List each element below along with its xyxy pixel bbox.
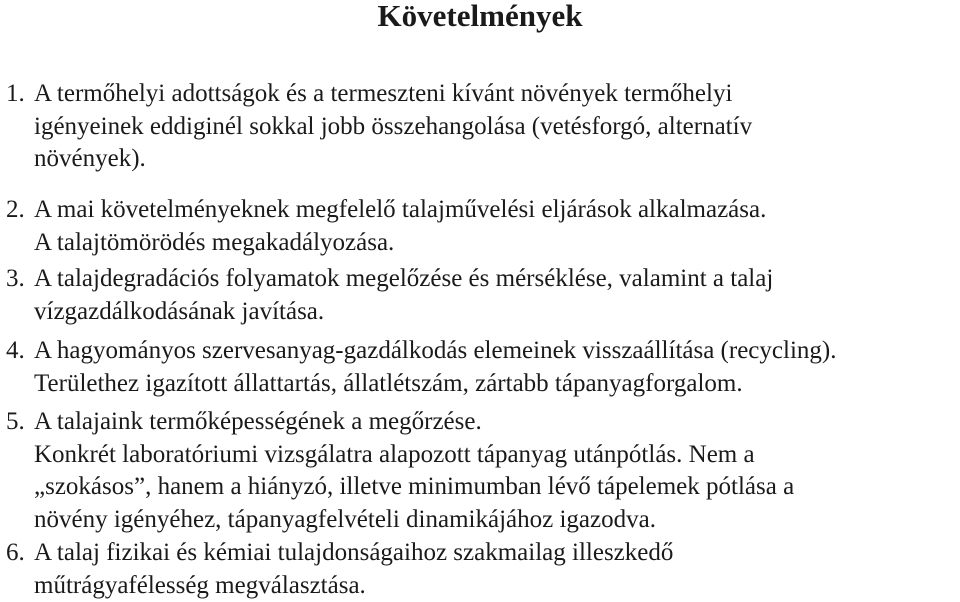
list-item (6, 78, 951, 176)
item-line: A talaj fizikai és kémiai tulajdonságaihoz szakmailag illeszkedő (34, 537, 951, 570)
item-line: Konkrét laboratóriumi vizsgálatra alapozott tápanyag utánpótlás. Nem a (34, 439, 951, 472)
item-text (6, 335, 951, 400)
item-number: 4. (6, 335, 25, 368)
list-item (6, 263, 951, 328)
item-number: 5. (6, 406, 25, 439)
item-number: 2. (6, 194, 25, 227)
item-line: A termőhelyi adottságok és a termeszteni kívánt növények termőhelyi (34, 78, 951, 111)
item-text (6, 194, 951, 259)
item-line: igényeinek eddiginél sokkal jobb összehangolása (vetésforgó, alternatív (34, 111, 951, 144)
item-line: Területhez igazított állattartás, állatlétszám, zártabb tápanyagforgalom. (34, 368, 951, 401)
list-item (6, 335, 951, 400)
item-line: A talajdegradációs folyamatok megelőzése és mérséklése, valamint a talaj (34, 263, 951, 296)
list-item (6, 406, 951, 536)
item-text (6, 78, 951, 176)
item-line: A hagyományos szervesanyag-gazdálkodás elemeinek visszaállítása (recycling). (34, 335, 951, 368)
item-line: műtrágyafélesség megválasztása. (34, 570, 951, 602)
item-line: A mai követelményeknek megfelelő talajművelési eljárások alkalmazása. (34, 194, 951, 227)
item-number: 3. (6, 263, 25, 296)
list-item (6, 537, 951, 602)
list-item (6, 194, 951, 259)
page-title: Követelmények (0, 0, 960, 36)
item-line: „szokásos”, hanem a hiányzó, illetve minimumban lévő tápelemek pótlása a (34, 471, 951, 504)
item-line: A talajaink termőképességének a megőrzése. (34, 406, 951, 439)
item-line: vízgazdálkodásának javítása. (34, 296, 951, 329)
item-text (6, 406, 951, 536)
item-text (6, 537, 951, 602)
item-text (6, 263, 951, 328)
item-number: 1. (6, 78, 25, 111)
item-line: növény igényéhez, tápanyagfelvételi dinamikájához igazodva. (34, 504, 951, 537)
item-line: növények). (34, 143, 951, 176)
item-line: A talajtömörödés megakadályozása. (34, 227, 951, 260)
item-number: 6. (6, 537, 25, 570)
